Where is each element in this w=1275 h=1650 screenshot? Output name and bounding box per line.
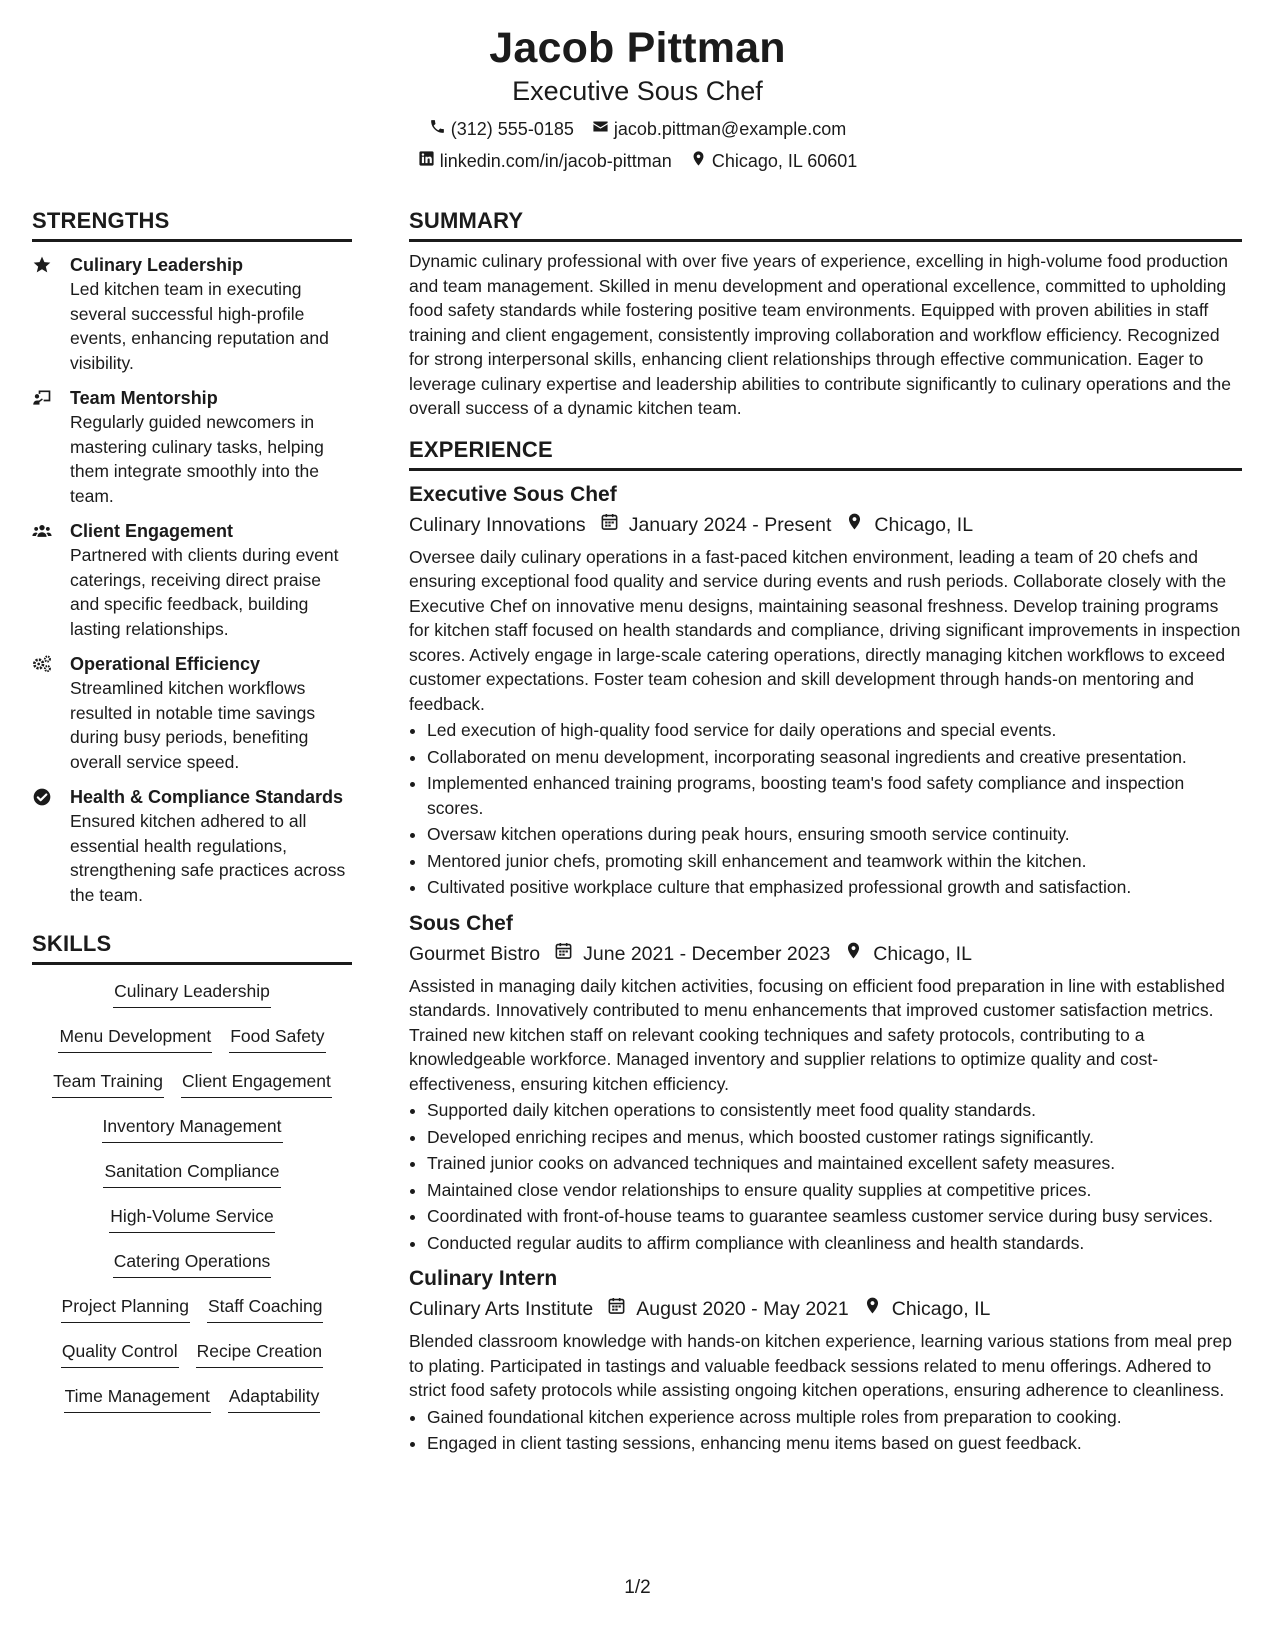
job-bullet: • Cultivated positive workplace culture that emphasized professional growth and satisfaction. — [427, 875, 1242, 900]
skill-row — [32, 1384, 352, 1429]
job-location — [845, 511, 973, 539]
skills-heading: SKILLS — [32, 929, 352, 965]
job-company: Gourmet Bistro — [409, 942, 541, 965]
job-bullets — [409, 1098, 1242, 1255]
job-bullets — [409, 1405, 1242, 1456]
contact-linkedin — [418, 150, 672, 172]
job-entry — [409, 910, 1242, 1256]
experience-heading: EXPERIENCE — [409, 435, 1242, 471]
skill-tag: Team Training — [52, 1069, 164, 1098]
job-bullet: • Gained foundational kitchen experience across multiple roles from preparation to cooking. — [427, 1405, 1242, 1430]
skill-tag: Culinary Leadership — [113, 979, 271, 1008]
summary-text: Dynamic culinary professional with over five years of experience, excelling in high-volume food production and team management. Skilled in menu development and operational excellence, committed to upholding food safety standards while fostering positive team environments. Equipped with proven abilities in staff training and client engagement, consistently improving collaboration and workflow efficiency. Recognized for strong interpersonal skills, enhancing client relationships through effective communication. Eager to leverage culinary expertise and leadership abilities to contribute significantly to culinary operations and the overall success of a dynamic kitchen team. — [409, 251, 1232, 418]
strength-item — [32, 652, 352, 774]
contact-row-1 — [0, 118, 1275, 140]
skill-tag: Project Planning — [61, 1294, 190, 1323]
contact-row-2 — [0, 150, 1275, 172]
job-location — [863, 1295, 991, 1323]
experience-section — [409, 435, 1242, 1456]
strength-title: Culinary Leadership — [70, 255, 244, 275]
job-bullet: • Implemented enhanced training programs, boosting team's food safety compliance and inspection scores. — [427, 771, 1242, 820]
skill-row — [32, 1249, 352, 1294]
location-text: Chicago, IL 60601 — [711, 151, 858, 171]
job-description: Blended classroom knowledge with hands-on kitchen experience, learning various stations from meal prep to plating. Participated in tastings and valuable feedback sessions related to menu offerings. Adhered to strict food safety protocols while assisting ongoing kitchen operations, ensuring adherence to cleanliness. — [409, 1331, 1232, 1400]
map-pin-icon — [845, 511, 864, 539]
skill-row — [32, 1114, 352, 1159]
strength-desc: Ensured kitchen adhered to all essential health regulations, strengthening safe practices across the team. — [70, 811, 346, 905]
job-bullet: • Conducted regular audits to affirm compliance with cleanliness and health standards. — [427, 1231, 1242, 1256]
strength-desc: Led kitchen team in executing several successful high-profile events, enhancing reputation and visibility. — [70, 279, 329, 373]
skills-list — [32, 979, 352, 1429]
job-bullet: • Oversaw kitchen operations during peak hours, ensuring smooth service continuity. — [427, 822, 1242, 847]
job-bullet: • Mentored junior chefs, promoting skill enhancement and teamwork within the kitchen. — [427, 849, 1242, 874]
calendar-icon — [554, 940, 573, 968]
strength-title: Health & Compliance Standards — [70, 787, 344, 807]
job-title: Culinary Intern — [409, 1267, 558, 1290]
job-description: Assisted in managing daily kitchen activities, focusing on efficient food preparation in line with established standards. Innovatively contributed to menu enhancements that improved customer satisfaction metrics. Trained new kitchen staff on relevant cooking techniques and safety protocols, contributing to a knowledgeable workforce. Managed inventory and supplier relations to optimize quality and cost-effectiveness, ensuring kitchen efficiency. — [409, 975, 1225, 1094]
gears-icon — [32, 652, 70, 774]
strengths-heading: STRENGTHS — [32, 206, 352, 242]
strength-item — [32, 386, 352, 508]
strength-item — [32, 519, 352, 641]
skill-tag: Catering Operations — [113, 1249, 272, 1278]
job-company: Culinary Innovations — [409, 513, 586, 536]
phone-text[interactable]: (312) 555-0185 — [450, 119, 574, 139]
skill-tag: Time Management — [64, 1384, 211, 1413]
job-meta — [409, 511, 1242, 539]
job-bullet: • Engaged in client tasting sessions, enhancing menu items based on guest feedback. — [427, 1431, 1242, 1456]
skill-tag: Sanitation Compliance — [103, 1159, 280, 1188]
users-icon — [32, 519, 70, 641]
email-link[interactable]: jacob.pittman@example.com — [613, 119, 847, 139]
resume-header — [0, 0, 1275, 172]
map-pin-icon — [690, 150, 707, 172]
strength-item — [32, 785, 352, 907]
job-location — [844, 940, 972, 968]
skill-tag: Staff Coaching — [207, 1294, 323, 1323]
job-bullet: • Collaborated on menu development, incorporating seasonal ingredients and creative presentation. — [427, 745, 1242, 770]
job-dates-text: August 2020 - May 2021 — [636, 1298, 849, 1320]
job-dates-text: June 2021 - December 2023 — [583, 942, 831, 965]
skill-row — [32, 1069, 352, 1114]
skill-row — [32, 1159, 352, 1204]
strength-title: Client Engagement — [70, 521, 234, 541]
job-entry — [409, 481, 1242, 900]
skill-tag: Adaptability — [228, 1384, 320, 1413]
strength-title: Team Mentorship — [70, 388, 218, 408]
envelope-icon — [592, 118, 609, 140]
skill-row — [32, 1204, 352, 1249]
chalkboard-teacher-icon — [32, 386, 70, 508]
skill-row — [32, 1339, 352, 1384]
map-pin-icon — [863, 1295, 882, 1323]
skill-tag: Food Safety — [229, 1024, 325, 1053]
check-circle-icon — [32, 785, 70, 907]
skill-row — [32, 1294, 352, 1339]
left-column — [32, 206, 352, 1429]
job-title: Sous Chef — [409, 911, 513, 935]
job-bullet: • Maintained close vendor relationships to ensure quality supplies at competitive prices. — [427, 1178, 1242, 1203]
contact-email — [592, 118, 846, 140]
job-bullet: • Supported daily kitchen operations to consistently meet food quality standards. — [427, 1098, 1242, 1123]
job-meta — [409, 940, 1242, 968]
job-location-text: Chicago, IL — [874, 513, 974, 536]
job-bullets — [409, 718, 1242, 900]
candidate-name: Jacob Pittman — [489, 24, 786, 72]
right-column — [409, 206, 1242, 1458]
phone-icon — [429, 118, 446, 140]
star-icon — [32, 253, 70, 375]
job-dates — [600, 511, 832, 539]
job-bullet: • Developed enriching recipes and menus, which boosted customer ratings significantly. — [427, 1125, 1242, 1150]
contact-phone — [429, 118, 574, 140]
job-location-text: Chicago, IL — [891, 1298, 991, 1320]
candidate-title: Executive Sous Chef — [512, 76, 763, 106]
job-bullet: • Trained junior cooks on advanced techniques and maintained excellent safety measures. — [427, 1151, 1242, 1176]
skill-tag: Client Engagement — [181, 1069, 332, 1098]
skill-row — [32, 1024, 352, 1069]
linkedin-icon — [418, 150, 435, 172]
strength-item — [32, 253, 352, 375]
map-pin-icon — [844, 940, 863, 968]
calendar-icon — [607, 1295, 626, 1323]
strength-title: Operational Efficiency — [70, 654, 261, 674]
job-title: Executive Sous Chef — [409, 482, 617, 506]
linkedin-link[interactable]: linkedin.com/in/jacob-pittman — [439, 151, 672, 171]
job-bullet: • Led execution of high-quality food service for daily operations and special events. — [427, 718, 1242, 743]
calendar-icon — [600, 511, 619, 539]
job-dates — [607, 1295, 848, 1323]
skill-row — [32, 979, 352, 1024]
skill-tag: High-Volume Service — [109, 1204, 274, 1233]
job-company: Culinary Arts Institute — [409, 1298, 594, 1320]
job-location-text: Chicago, IL — [873, 942, 972, 965]
job-description: Oversee daily culinary operations in a fast-paced kitchen environment, leading a team of 20 chefs and ensuring exceptional food quality and service during events and rush periods. Collaborate closely with the Executive Chef on innovative menu designs, maintaining seasonal freshness. Develop training programs for kitchen staff focused on health standards and compliance, driving significant improvements in inspection scores. Actively engage in large-scale catering operations, directly managing kitchen workflows to exceed customer expectations. Foster team cohesion and skill development through hands-on mentoring and feedback. — [409, 546, 1241, 714]
page-number: 1/2 — [624, 1577, 651, 1598]
job-dates — [554, 940, 830, 968]
skill-tag: Inventory Management — [102, 1114, 283, 1143]
strength-desc: Streamlined kitchen workflows resulted in notable time savings during busy periods, benefiting overall service speed. — [70, 678, 316, 772]
job-entry — [409, 1265, 1242, 1456]
strength-desc: Partnered with clients during event caterings, receiving direct praise and specific feedback, building lasting relationships. — [70, 545, 339, 639]
skill-tag: Recipe Creation — [196, 1339, 323, 1368]
summary-heading: SUMMARY — [409, 206, 1242, 242]
skill-tag: Menu Development — [58, 1024, 212, 1053]
skill-tag: Quality Control — [61, 1339, 179, 1368]
job-meta — [409, 1295, 1242, 1323]
contact-location — [690, 150, 857, 172]
job-bullet: • Coordinated with front-of-house teams to guarantee seamless customer service during busy services. — [427, 1204, 1242, 1229]
strength-desc: Regularly guided newcomers in mastering culinary tasks, helping them integrate smoothly into the team. — [70, 412, 324, 506]
job-dates-text: January 2024 - Present — [628, 513, 832, 536]
